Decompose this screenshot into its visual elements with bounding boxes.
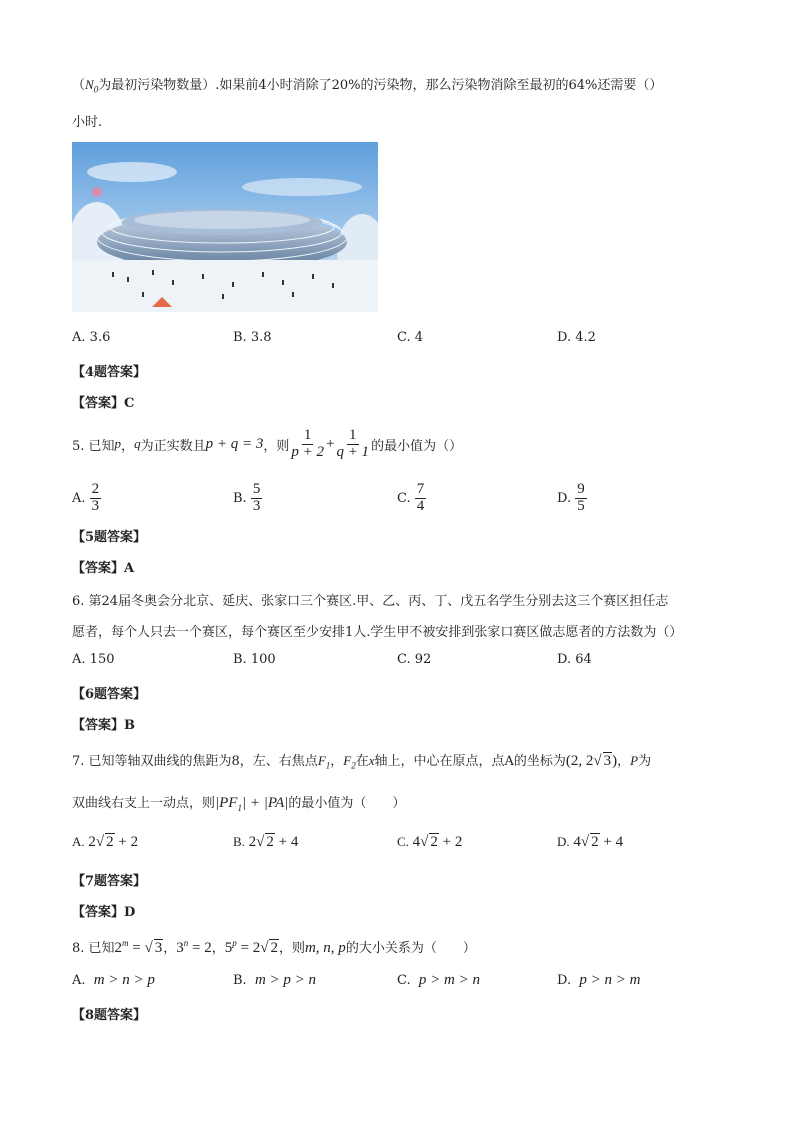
condition: p + q = 3 [205,435,264,452]
q7-option-b: B. 2√ 2 + 4 [233,834,299,850]
q8-answer-header: 【8题答案】 [72,1008,147,1023]
q4-option-c: C. 4 [397,330,424,345]
q4-option-d: D. 4.2 [557,330,596,345]
q6-option-a: A. 150 [72,652,115,667]
q7-option-c: C. 4√ 2 + 2 [397,834,463,850]
q4-line2: 小时. [72,115,103,130]
q5-stem: 5. 已知 p ， q 为正实数且 p + q = 3 ，则 $\frac{1}{p + 2}$ + $\frac{1}{q + 1}$ 的最小值为（） [72,427,463,460]
fraction-1: $\frac{1}{p + 2}$ [291,427,324,460]
var-q: q [134,436,141,452]
q7-line2: 双曲线右支上一动点，则$|PF_1| + |PA|$的最小值为（ ） [72,795,406,813]
q4-text: 为最初污染物数量）.如果前4小时消除了20%的污染物，那么污染物消除至最初的64%还需要（） [98,78,663,93]
q4-answer-header: 【4题答案】 [72,365,147,380]
q4-option-b: B. 3.8 [233,330,272,345]
q8-option-a: A. m > n > p [72,972,155,988]
q6-option-d: D. 64 [557,652,592,667]
q6-option-b: B. 100 [233,652,276,667]
n0-var: $N_0$ [85,77,99,95]
stadium-illustration [72,142,378,312]
q8-option-c: C. p > m > n [397,972,480,988]
q6-line1: 6. 第24届冬奥会分北京、延庆、张家口三个赛区.甲、乙、丙、丁、戊五名学生分别去这三个赛区担任志 [72,594,669,609]
q7-answer: 【答案】D [72,905,136,920]
q7-option-d: D. 4√ 2 + 4 [557,834,624,850]
stadium-photo [72,142,378,312]
q4-line1 [72,74,662,95]
q7-option-a: A. 2√ 2 + 2 [72,834,139,850]
q5-option-d: D. $\frac{9}{5}$ [557,481,585,514]
var-p: p [114,436,122,452]
q7-answer-header: 【7题答案】 [72,874,147,889]
q5-option-b: B. $\frac{5}{3}$ [233,481,261,514]
q5-option-c: C. $\frac{7}{4}$ [397,481,425,514]
q6-line2: 愿者，每个人只去一个赛区，每个赛区至少安排1人.学生甲不被安排到张家口赛区做志愿者的方法数为（） [72,625,683,640]
fraction-2: $\frac{1}{q + 1}$ [336,427,370,460]
distance-expr: $|PF_1| + |PA|$ [215,795,289,813]
q5-option-a: A. $\frac{2}{3}$ [72,481,100,514]
q4-answer: 【答案】C [72,396,135,411]
f2-var: $F_2$ [343,753,356,771]
q6-answer-header: 【6题答案】 [72,687,147,702]
point-a-coord: (2, 2√ 3) [565,753,618,769]
q5-answer-header: 【5题答案】 [72,530,147,545]
q5-answer: 【答案】A [72,561,135,576]
q7-line1: 7. 已知等轴双曲线的焦距为8，左、右焦点$F_1$，$F_2$在x轴上，中心在原点，点A的坐标为(2, 2√ 3)，P为 [72,753,652,771]
paren: （ [72,78,86,93]
q6-answer: 【答案】B [72,718,135,733]
q4-option-a: A. 3.6 [72,330,111,345]
f1-var: $F_1$ [317,753,331,771]
q6-option-c: C. 92 [397,652,432,667]
q8-option-b: B. m > p > n [233,972,317,988]
q8-option-d: D. p > n > m [557,972,641,988]
q8-stem: 8. 已知$2^m$ = √ 3，$3^n = 2$，$5^p = 2√$ 2，则m, n, p的大小关系为（ ） [72,938,476,956]
